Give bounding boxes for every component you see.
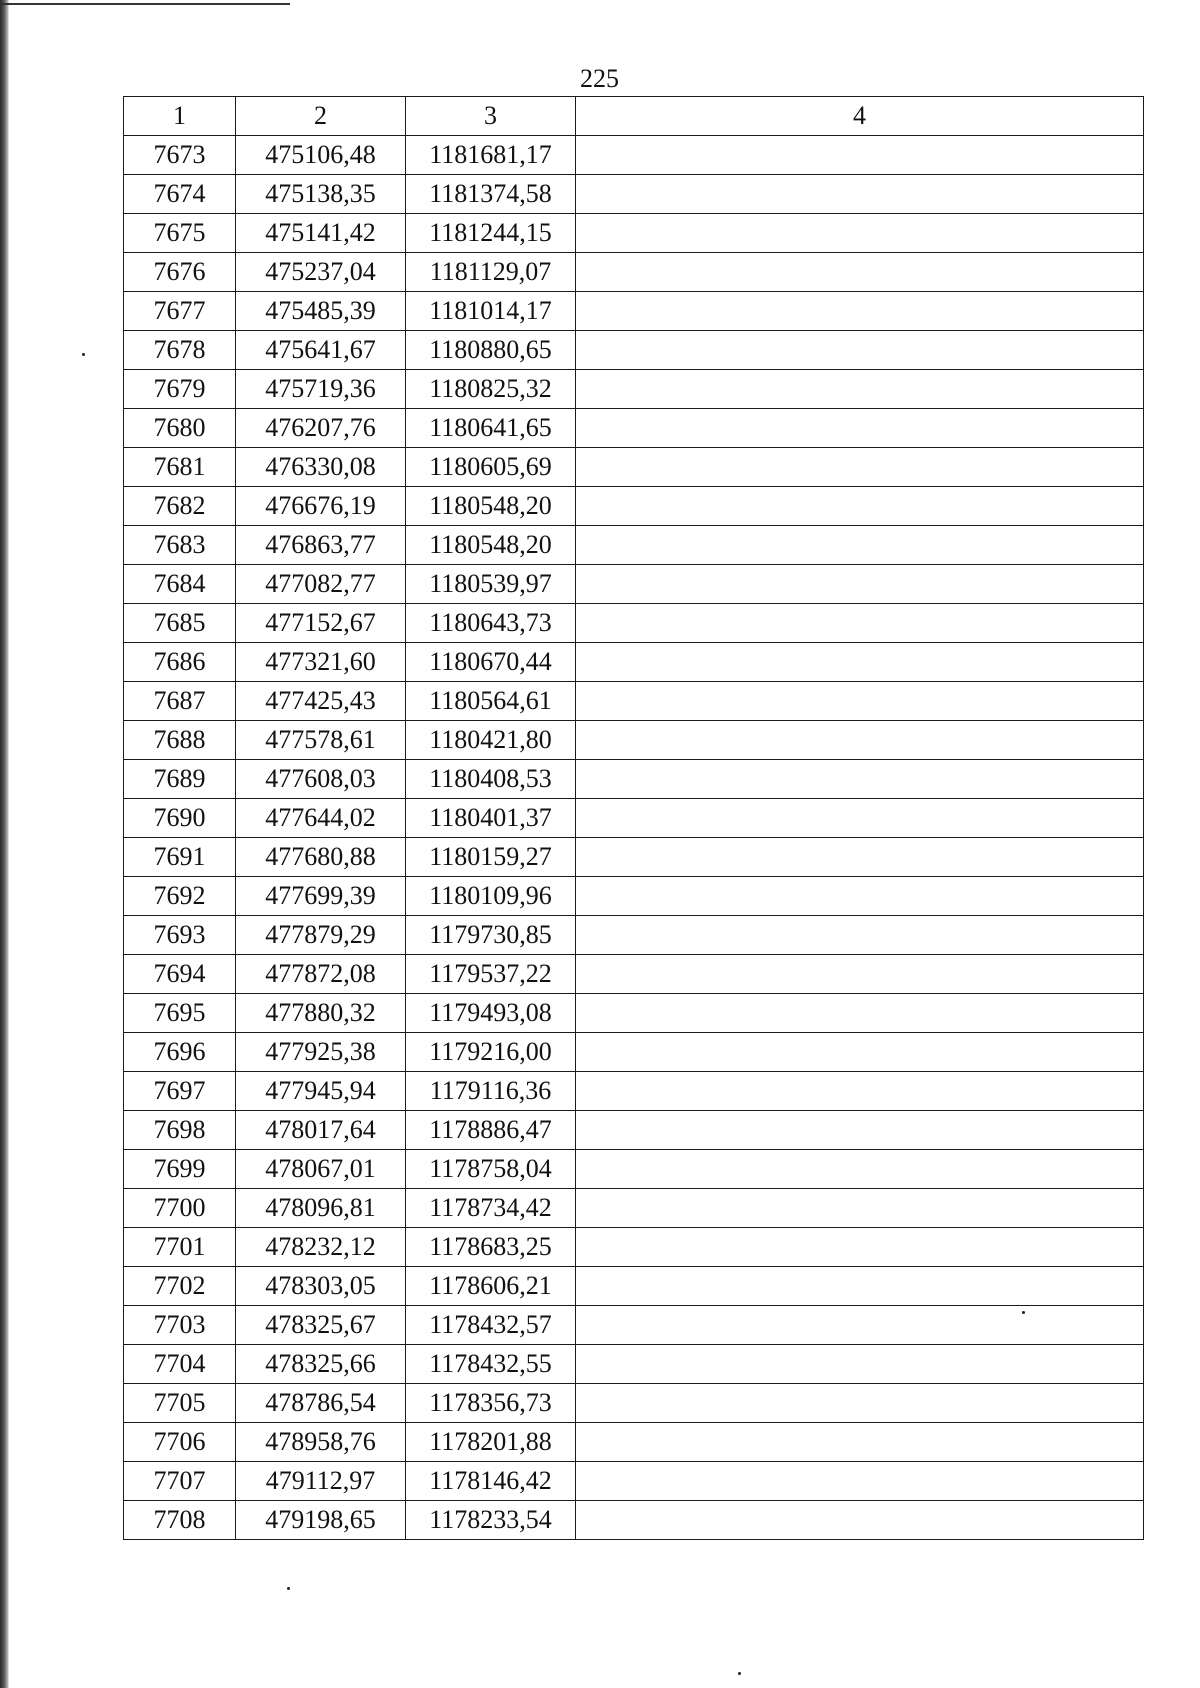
table-cell-col-2: 477872,08 [236,955,406,994]
table-header-row [124,97,1144,136]
table-cell-col-3: 1178683,25 [406,1228,576,1267]
table-row [124,253,1144,292]
table-cell-col-3: 1178606,21 [406,1267,576,1306]
table-cell-col-4 [576,1306,1144,1345]
table-cell-col-4 [576,643,1144,682]
scan-speck [82,353,85,356]
table-row [124,1423,1144,1462]
table-cell-col-3: 1181681,17 [406,136,576,175]
table-row [124,643,1144,682]
table-cell-col-4 [576,1189,1144,1228]
table-cell-col-2: 479198,65 [236,1501,406,1540]
table-cell-col-2: 478786,54 [236,1384,406,1423]
table-cell-col-3: 1180548,20 [406,487,576,526]
table-row [124,1306,1144,1345]
table-cell-col-1: 7707 [124,1462,236,1501]
table-row [124,604,1144,643]
table-cell-col-4 [576,1345,1144,1384]
table-cell-col-2: 478325,67 [236,1306,406,1345]
table-cell-col-3: 1180670,44 [406,643,576,682]
table-cell-col-2: 476676,19 [236,487,406,526]
table-cell-col-2: 475485,39 [236,292,406,331]
table-row [124,1228,1144,1267]
table-cell-col-3: 1178233,54 [406,1501,576,1540]
table-cell-col-4 [576,1228,1144,1267]
table-row [124,799,1144,838]
table-cell-col-4 [576,760,1144,799]
table-row [124,214,1144,253]
table-cell-col-3: 1181014,17 [406,292,576,331]
table-row [124,1189,1144,1228]
table-cell-col-4 [576,253,1144,292]
table-cell-col-3: 1180825,32 [406,370,576,409]
table-cell-col-4 [576,136,1144,175]
table-cell-col-1: 7703 [124,1306,236,1345]
table-row [124,1345,1144,1384]
table-cell-col-2: 477608,03 [236,760,406,799]
column-header-1: 1 [124,97,236,136]
table-cell-col-4 [576,526,1144,565]
table-cell-col-1: 7691 [124,838,236,877]
table-cell-col-2: 478325,66 [236,1345,406,1384]
table-cell-col-4 [576,1267,1144,1306]
table-cell-col-2: 476330,08 [236,448,406,487]
table-cell-col-3: 1179116,36 [406,1072,576,1111]
table-cell-col-2: 475237,04 [236,253,406,292]
table-cell-col-1: 7693 [124,916,236,955]
table-cell-col-3: 1180880,65 [406,331,576,370]
table-row [124,1111,1144,1150]
table-cell-col-1: 7674 [124,175,236,214]
table-cell-col-3: 1180641,65 [406,409,576,448]
table-cell-col-2: 478017,64 [236,1111,406,1150]
table-cell-col-1: 7697 [124,1072,236,1111]
table-row [124,682,1144,721]
scan-speck [1022,1311,1025,1314]
coordinates-table [123,96,1144,1540]
table-row [124,409,1144,448]
table-cell-col-4 [576,409,1144,448]
scan-speck [287,1587,290,1590]
scan-speck [738,1672,741,1675]
table-cell-col-4 [576,994,1144,1033]
table-row [124,721,1144,760]
table-row [124,526,1144,565]
table-cell-col-1: 7683 [124,526,236,565]
table-cell-col-2: 478958,76 [236,1423,406,1462]
column-header-4: 4 [576,97,1144,136]
table-cell-col-1: 7685 [124,604,236,643]
scan-edge [0,0,9,1688]
table-cell-col-4 [576,682,1144,721]
table-cell-col-4 [576,175,1144,214]
table-cell-col-2: 477699,39 [236,877,406,916]
table-cell-col-1: 7695 [124,994,236,1033]
table-cell-col-2: 475641,67 [236,331,406,370]
table-cell-col-4 [576,916,1144,955]
table-cell-col-3: 1178432,57 [406,1306,576,1345]
table-cell-col-3: 1180401,37 [406,799,576,838]
table-cell-col-4 [576,1033,1144,1072]
table-cell-col-1: 7677 [124,292,236,331]
table-row [124,487,1144,526]
table-cell-col-3: 1181129,07 [406,253,576,292]
table-cell-col-2: 477945,94 [236,1072,406,1111]
table-cell-col-4 [576,721,1144,760]
table-cell-col-3: 1178356,73 [406,1384,576,1423]
table-cell-col-3: 1180548,20 [406,526,576,565]
table-cell-col-3: 1178758,04 [406,1150,576,1189]
table-cell-col-1: 7684 [124,565,236,604]
table-cell-col-4 [576,877,1144,916]
table-cell-col-2: 475138,35 [236,175,406,214]
table-cell-col-3: 1181244,15 [406,214,576,253]
table-cell-col-1: 7686 [124,643,236,682]
table-cell-col-1: 7705 [124,1384,236,1423]
table-cell-col-2: 476207,76 [236,409,406,448]
table-cell-col-2: 477152,67 [236,604,406,643]
table-cell-col-4 [576,604,1144,643]
page-number: 225 [580,64,619,93]
table-cell-col-1: 7699 [124,1150,236,1189]
table-cell-col-2: 478096,81 [236,1189,406,1228]
table-cell-col-2: 477880,32 [236,994,406,1033]
table-row [124,1267,1144,1306]
table-cell-col-1: 7692 [124,877,236,916]
table-cell-col-4 [576,1423,1144,1462]
table-cell-col-4 [576,838,1144,877]
table-cell-col-3: 1180408,53 [406,760,576,799]
table-row [124,331,1144,370]
table-cell-col-1: 7696 [124,1033,236,1072]
table-row [124,1501,1144,1540]
table-row [124,994,1144,1033]
table-cell-col-4 [576,214,1144,253]
table-row [124,760,1144,799]
table-cell-col-3: 1179216,00 [406,1033,576,1072]
table-cell-col-2: 478303,05 [236,1267,406,1306]
table-cell-col-1: 7681 [124,448,236,487]
table-row [124,1033,1144,1072]
table-cell-col-1: 7702 [124,1267,236,1306]
table-body [124,136,1144,1540]
table-cell-col-2: 475141,42 [236,214,406,253]
scan-top-line [0,3,290,5]
column-header-3: 3 [406,97,576,136]
table-row [124,565,1144,604]
table-cell-col-4 [576,1150,1144,1189]
table-cell-col-1: 7701 [124,1228,236,1267]
table-cell-col-2: 477578,61 [236,721,406,760]
table-cell-col-1: 7690 [124,799,236,838]
table-cell-col-1: 7679 [124,370,236,409]
table-cell-col-1: 7706 [124,1423,236,1462]
table-cell-col-2: 477925,38 [236,1033,406,1072]
table-cell-col-1: 7689 [124,760,236,799]
table-cell-col-1: 7673 [124,136,236,175]
table-row [124,955,1144,994]
table-cell-col-3: 1179537,22 [406,955,576,994]
table-row [124,838,1144,877]
table-cell-col-2: 477082,77 [236,565,406,604]
table-row [124,136,1144,175]
table-cell-col-3: 1180605,69 [406,448,576,487]
table-cell-col-1: 7694 [124,955,236,994]
table-cell-col-1: 7698 [124,1111,236,1150]
table-cell-col-4 [576,1072,1144,1111]
table-cell-col-1: 7676 [124,253,236,292]
table-cell-col-1: 7700 [124,1189,236,1228]
table-cell-col-4 [576,487,1144,526]
table-row [124,1462,1144,1501]
table-cell-col-4 [576,1462,1144,1501]
table-row [124,175,1144,214]
table-row [124,916,1144,955]
table-cell-col-2: 475719,36 [236,370,406,409]
table-cell-col-3: 1179493,08 [406,994,576,1033]
table-cell-col-4 [576,799,1144,838]
table-cell-col-4 [576,1384,1144,1423]
table-cell-col-3: 1179730,85 [406,916,576,955]
table-cell-col-2: 477680,88 [236,838,406,877]
table-cell-col-2: 479112,97 [236,1462,406,1501]
column-header-2: 2 [236,97,406,136]
table-cell-col-4 [576,955,1144,994]
table-cell-col-1: 7675 [124,214,236,253]
table-cell-col-3: 1180539,97 [406,565,576,604]
table-cell-col-1: 7678 [124,331,236,370]
table-cell-col-1: 7688 [124,721,236,760]
table-cell-col-4 [576,331,1144,370]
table-cell-col-2: 477879,29 [236,916,406,955]
table-cell-col-4 [576,448,1144,487]
table-row [124,448,1144,487]
table-cell-col-3: 1178432,55 [406,1345,576,1384]
table-row [124,1072,1144,1111]
table-cell-col-2: 478232,12 [236,1228,406,1267]
table-cell-col-3: 1181374,58 [406,175,576,214]
table-row [124,370,1144,409]
table-cell-col-2: 476863,77 [236,526,406,565]
table-cell-col-3: 1180421,80 [406,721,576,760]
table-cell-col-3: 1178201,88 [406,1423,576,1462]
table-cell-col-3: 1180564,61 [406,682,576,721]
table-cell-col-1: 7680 [124,409,236,448]
table-cell-col-1: 7704 [124,1345,236,1384]
table-cell-col-4 [576,565,1144,604]
table-cell-col-3: 1180159,27 [406,838,576,877]
table-row [124,292,1144,331]
table-cell-col-3: 1180109,96 [406,877,576,916]
table-cell-col-4 [576,1501,1144,1540]
table-cell-col-2: 477644,02 [236,799,406,838]
table-row [124,877,1144,916]
table-cell-col-3: 1180643,73 [406,604,576,643]
table-cell-col-1: 7708 [124,1501,236,1540]
table-row [124,1384,1144,1423]
table-row [124,1150,1144,1189]
table-cell-col-2: 477425,43 [236,682,406,721]
table-cell-col-1: 7682 [124,487,236,526]
table-cell-col-2: 477321,60 [236,643,406,682]
table-cell-col-2: 475106,48 [236,136,406,175]
table-cell-col-1: 7687 [124,682,236,721]
table-cell-col-4 [576,1111,1144,1150]
table-cell-col-4 [576,370,1144,409]
table-cell-col-2: 478067,01 [236,1150,406,1189]
table-cell-col-3: 1178734,42 [406,1189,576,1228]
table-cell-col-3: 1178886,47 [406,1111,576,1150]
table-cell-col-3: 1178146,42 [406,1462,576,1501]
table-cell-col-4 [576,292,1144,331]
